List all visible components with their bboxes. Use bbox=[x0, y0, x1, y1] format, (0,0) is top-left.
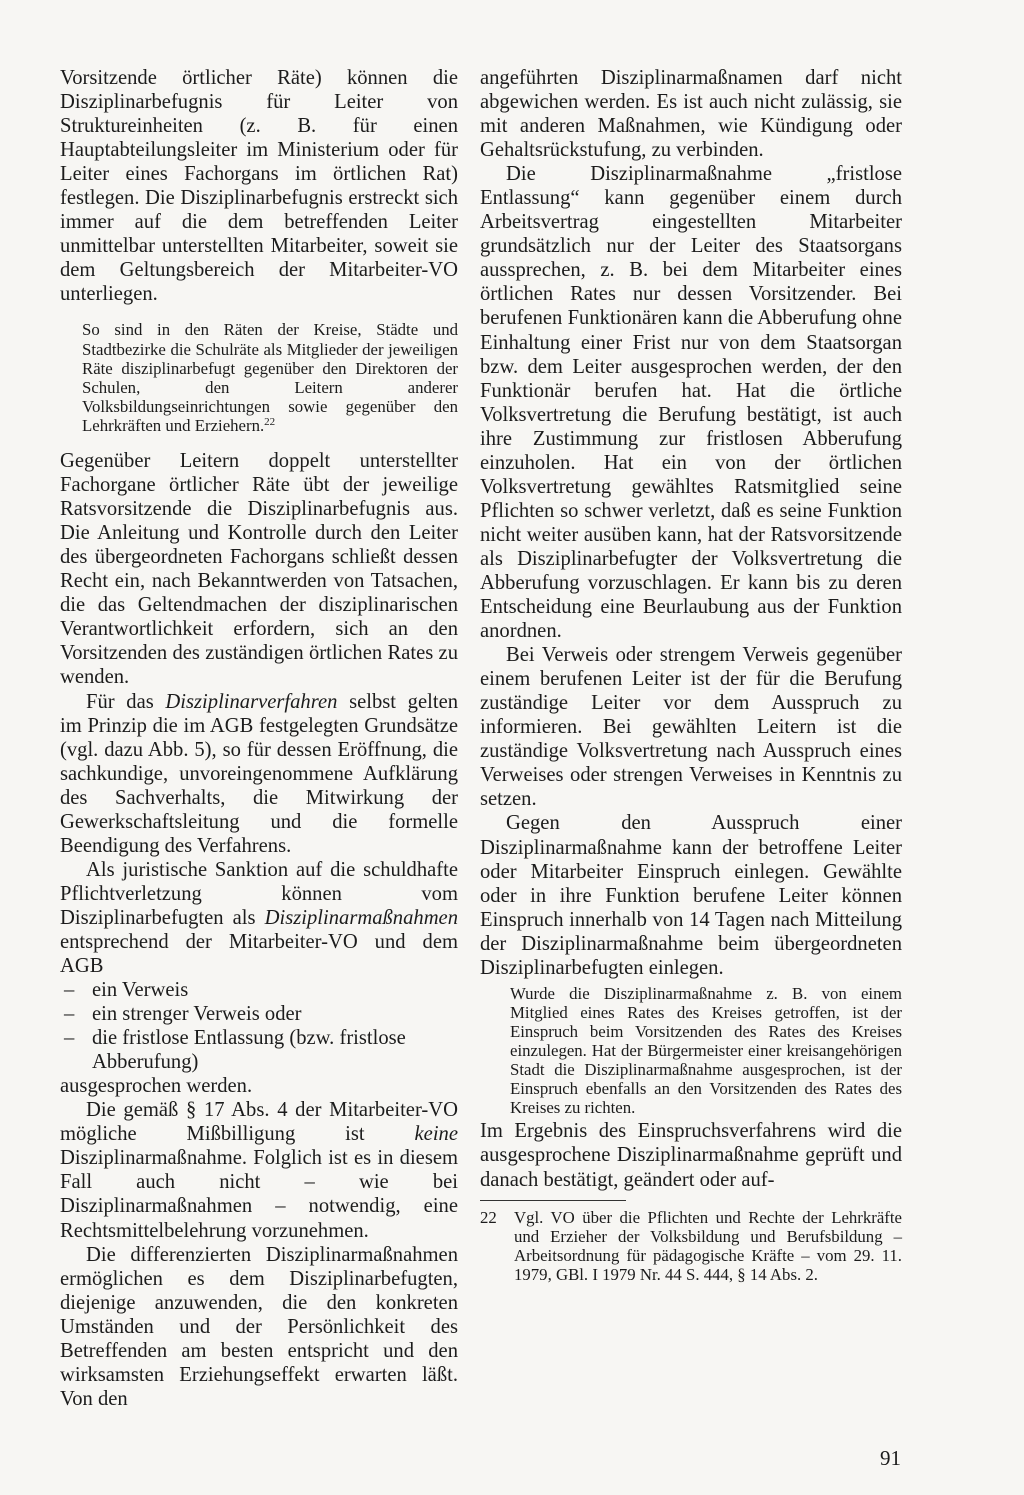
list-item bbox=[60, 1002, 458, 1026]
paragraph-left-1: Vorsitzende örtlicher Räte) können die Disziplinarbefugnis für Leiter von Struktureinheiten (z. B. für einen Hauptabteilungsleiter im Ministerium oder für Leiter eines Fachorgans im örtlichen Rat) festlegen. Die Disziplinarbefugnis erstreckt sich immer auf die dem betreffenden Leiter unmittelbar unterstellten Mitarbeiter, soweit sie dem Geltungsbereich der Mitarbeiter-VO unterliegen. bbox=[60, 67, 458, 306]
paragraph-list-tail: ausgesprochen werden. bbox=[60, 1075, 253, 1098]
list-item-text: ein strenger Verweis oder bbox=[92, 1003, 302, 1026]
footnote-separator bbox=[480, 1200, 626, 1201]
paragraph-einspruch: Gegen den Ausspruch einer Disziplinarmaßnahme kann der betroffene Leiter oder Mitarbeiter Einspruch einlegen. Gewählte oder in ihre Funktion berufene Leiter können Einspruch innerhalb von 14 Tagen nach Mitteilung der Disziplinarmaßnahme beim übergeordneten Disziplinarbefugten einlegen. bbox=[480, 812, 902, 979]
left-column bbox=[60, 66, 458, 1411]
list-item bbox=[60, 1026, 458, 1074]
footnote-text: Vgl. VO über die Pflichten und Rechte der Lehrkräfte und Erzieher der Volksbildung und Berufsbildung – Arbeitsordnung für pädagogische Kräfte – vom 29. 11. 1979, GBl. I 1979 Nr. 44 S. 444, § 14 Abs. 2. bbox=[514, 1207, 902, 1285]
dash-marker: – bbox=[64, 979, 75, 1002]
list-item bbox=[60, 978, 458, 1002]
list-item-text: ein Verweis bbox=[92, 979, 189, 1002]
right-column bbox=[480, 66, 902, 1285]
example-note-text: So sind in den Räten der Kreise, Städte und Stadtbezirke die Schulräte als Mitglieder der jeweiligen Räte disziplinarbefugt gegenüber den Direktoren der Schulen, den Leitern anderer Volksbildungseinrichtungen sowie gegenüber den Lehrkräften und Erziehern. bbox=[82, 320, 458, 435]
text-span: selbst gelten im Prinzip die im AGB festgelegten Grundsätze (vgl. dazu Abb. 5), so für dessen Eröffnung, die sachkundige, unvoreingenommene Aufklärung des Sachverhalts, die Mitwirkung der Gewerkschaftsleitung und die formelle Beendigung des Verfahrens. bbox=[60, 690, 459, 857]
example-note-schulraete bbox=[60, 320, 458, 435]
page-number: 91 bbox=[880, 1446, 901, 1470]
text-span: Für das bbox=[86, 690, 166, 713]
footnote-reference-22: 22 bbox=[264, 415, 276, 428]
paragraph-fristlose-entlassung: Die Disziplinarmaßnahme „fristlose Entlassung“ kann gegenüber einem durch Arbeitsvertrag eingestellten Mitarbeiter grundsätzlich nur der Leiter des Staatsorgans aussprechen, z. B. bei dem Mitarbeiter eines örtlichen Rates nur dessen Vorsitzender. Bei berufenen Funktionären kann die Abberufung ohne Einhaltung einer Frist nur von dem Staatsorgan bzw. dem Leiter ausgesprochen werden, der den Funktionär berufen hat. Hat die örtliche Volksvertretung die Berufung bestätigt, ist auch ihre Zustimmung zur fristlosen Abberufung einzuholen. Hat ein von der örtlichen Volksvertretung gewähltes Ratsmitglied seine Pflichten so schwer verletzt, daß es seine Funktion nicht weiter ausüben kann, hat der Ratsvorsitzende als Disziplinarbefugter der Volksvertretung die Abberufung vorzuschlagen. Er kann bis zu deren Entscheidung eine Beurlaubung aus der Funktion anordnen. bbox=[480, 163, 902, 643]
paragraph-disziplinarverfahren bbox=[60, 690, 458, 858]
text-span: Die gemäß § 17 Abs. 4 der Mitarbeiter-VO mögliche Mißbilligung ist bbox=[60, 1099, 458, 1146]
text-span: Disziplinarmaßnahme. Folglich ist es in diesem Fall auch nicht – wie bei Disziplinarmaßnahmen – notwendig, eine Rechtsmittelbelehrung vorzunehmen. bbox=[60, 1147, 458, 1242]
footnote-22 bbox=[480, 1208, 902, 1285]
disziplinarmassnahmen-list bbox=[60, 978, 458, 1074]
paragraph-left-2: Gegenüber Leitern doppelt unterstellter Fachorgane örtlicher Räte übt der jeweilige Ratsvorsitzende die Disziplinarbefugnis aus. Die Anleitung und Kontrolle durch den Leiter des übergeordneten Fachorgans schließt dessen Recht ein, nach Bekanntwerden von Tatsachen, die das Geltendmachen der disziplinarischen Verantwortlichkeit erfordern, sich an den Vorsitzenden des zuständigen örtlichen Rates zu wenden. bbox=[60, 450, 458, 689]
paragraph-ergebnis: Im Ergebnis des Einspruchsverfahrens wird die ausgesprochene Disziplinarmaßnahme geprüft und danach bestätigt, geändert oder auf- bbox=[480, 1120, 902, 1191]
italic-term: keine bbox=[414, 1123, 458, 1146]
paragraph-differenziert: Die differenzierten Disziplinarmaßnahmen ermöglichen es dem Disziplinarbefugten, diejenige anzuwenden, die den konkreten Umständen und der Persönlichkeit des Betreffenden am besten entspricht und den wirksamsten Erziehungseffekt erwarten läßt. Von den bbox=[60, 1243, 458, 1410]
paragraph-verweis: Bei Verweis oder strengem Verweis gegenüber einem berufenen Leiter ist der für die Berufung zuständige Leiter vor dem Ausspruch zu informieren. Bei gewählten Leitern ist die zuständige Volksvertretung nach Ausspruch eines Verweises oder strengen Verweises in Kenntnis zu setzen. bbox=[480, 644, 902, 811]
paragraph-missbilligung bbox=[60, 1098, 458, 1242]
italic-term: Disziplinarmaßnahmen bbox=[264, 906, 458, 929]
paragraph-right-1: angeführten Disziplinarmaßnamen darf nicht abgewichen werden. Es ist auch nicht zulässig, sie mit anderen Maßnahmen, wie Kündigung oder Gehaltsrückstufung, zu verbinden. bbox=[480, 67, 902, 162]
footnote-number: 22 bbox=[480, 1207, 497, 1227]
dash-marker: – bbox=[64, 1003, 75, 1026]
text-span: entsprechend der Mitarbeiter-VO und dem AGB bbox=[60, 930, 458, 978]
example-note-einspruch: Wurde die Disziplinarmaßnahme z. B. von einem Mitglied eines Rates des Kreises getroffen, ist der Einspruch beim Vorsitzenden des Rates des Kreises einzulegen. Hat der Bürgermeister einer kreisangehörigen Stadt die Disziplinarmaßnahme ausgesprochen, ist der Einspruch ebenfalls an den Vorsitzenden des Rates des Kreises zu richten. bbox=[510, 983, 902, 1118]
paragraph-sanktion bbox=[60, 858, 458, 978]
italic-term: Disziplinarverfahren bbox=[165, 690, 338, 713]
text-span: Als juristische Sanktion auf die schuldhafte Pflichtverletzung können vom Disziplinarbefugten als bbox=[60, 858, 458, 929]
dash-marker: – bbox=[64, 1027, 75, 1050]
list-item-text: die fristlose Entlassung (bzw. fristlose Abberufung) bbox=[92, 1027, 406, 1074]
